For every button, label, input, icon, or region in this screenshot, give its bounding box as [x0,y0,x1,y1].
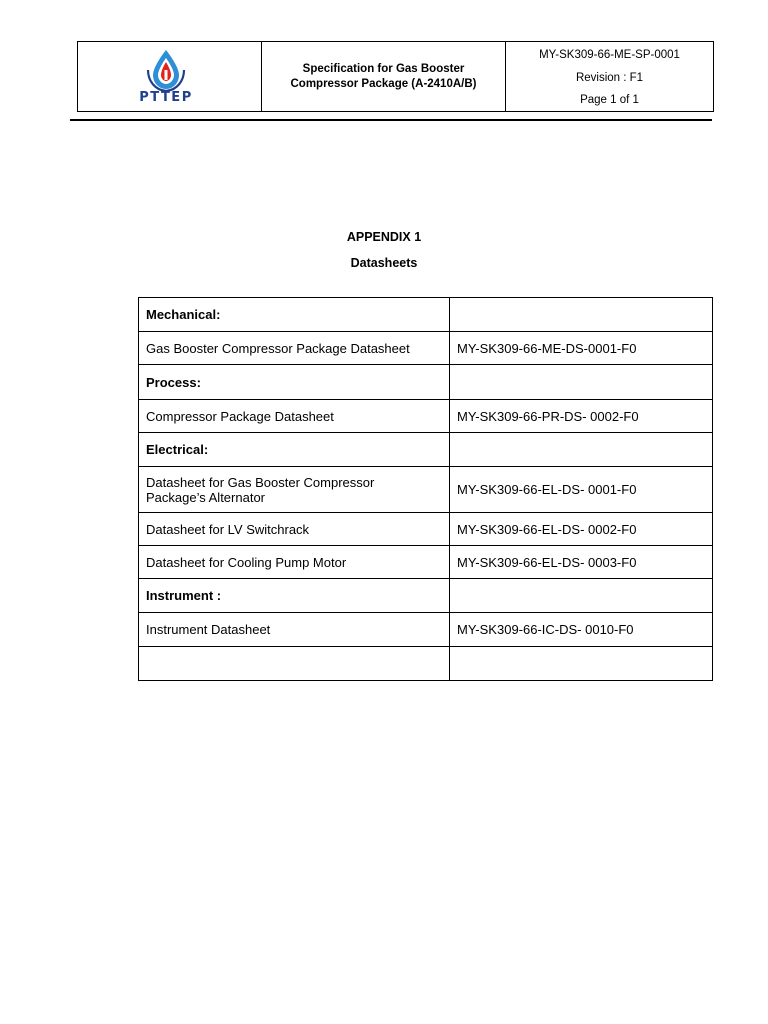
revision: Revision : F1 [575,71,644,84]
appendix-subtitle: Datasheets [350,256,418,270]
doc-code: MY-SK309-66-ME-DS-0001-F0 [450,332,713,365]
document-header [77,41,714,112]
datasheet-label: Gas Booster Compressor Package Datasheet [139,332,450,365]
datasheet-label-line-2: Package’s Alternator [146,489,265,505]
title-line-1: Specification for Gas Booster [302,62,465,75]
table-row [139,513,713,546]
doc-number: MY-SK309-66-ME-SP-0001 [539,49,680,61]
datasheet-table [138,297,713,681]
table-row [139,433,713,467]
table-row [139,579,713,613]
doc-code: MY-SK309-66-EL-DS- 0002-F0 [450,513,713,546]
section-label: Instrument : [139,579,450,613]
doc-code: MY-SK309-66-EL-DS- 0003-F0 [450,546,713,579]
appendix-title: APPENDIX 1 [346,230,422,244]
datasheet-label: Instrument Datasheet [139,613,450,647]
doc-code: MY-SK309-66-PR-DS- 0002-F0 [450,400,713,433]
section-label: Electrical: [139,433,450,467]
datasheet-label [139,647,450,681]
page-number: Page 1 of 1 [580,94,639,106]
table-row [139,298,713,332]
section-label: Process: [139,365,450,400]
doc-code [450,298,713,332]
table-row [139,647,713,681]
doc-code: MY-SK309-66-IC-DS- 0010-F0 [450,613,713,647]
section-label: Mechanical: [139,298,450,332]
datasheet-label: Datasheet for Cooling Pump Motor [139,546,450,579]
header-rule [70,119,712,121]
table-row [139,613,713,647]
logo-cell [78,42,262,111]
doc-code: MY-SK309-66-EL-DS- 0001-F0 [450,467,713,513]
table-row [139,365,713,400]
logo-text: PTTEP [139,90,193,105]
doc-code [450,365,713,400]
title-line-2: Compressor Package (A-2410A/B) [290,77,477,90]
table-row [139,400,713,433]
table-row [139,332,713,365]
datasheet-label: Datasheet for LV Switchrack [139,513,450,546]
doc-code [450,433,713,467]
document-meta [506,42,713,111]
doc-code [450,647,713,681]
document-title [262,42,506,111]
pttep-logo-icon [126,48,206,92]
doc-code [450,579,713,613]
datasheet-label [139,467,450,513]
table-row [139,546,713,579]
datasheet-label: Compressor Package Datasheet [139,400,450,433]
datasheet-label-line-1: Datasheet for Gas Booster Compressor [146,474,375,490]
table-row [139,467,713,513]
